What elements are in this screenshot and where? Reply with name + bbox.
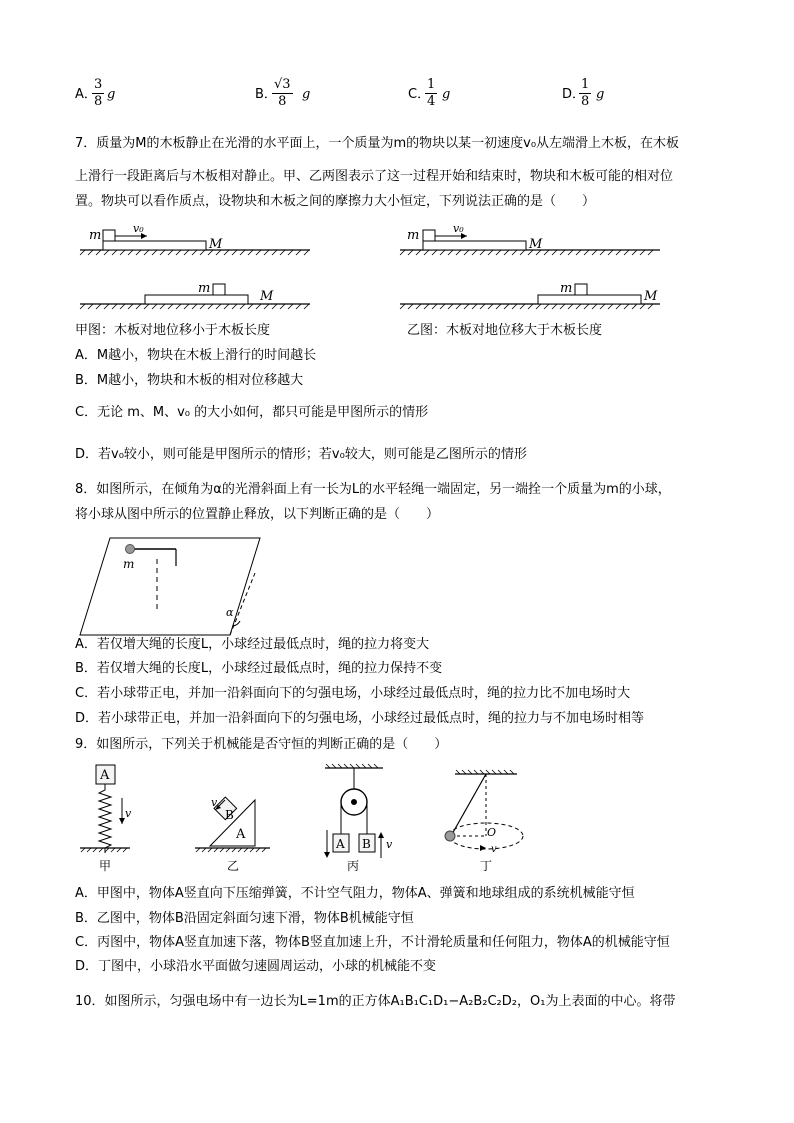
jia-M-end-label: M — [260, 289, 274, 304]
jia-board-end — [145, 295, 248, 304]
q8-stem-line2: 将小球从图中所示的位置静止释放，以下判断正确的是（ ） — [75, 507, 440, 522]
q8-m-label: m — [123, 557, 135, 571]
q7-stem-line2: 上滑行一段距离后与木板相对静止。甲、乙两图表示了这一过程开始和结束时，物块和木板可能的相对位 — [75, 169, 674, 184]
q9-stem: 9．如图所示，下列关于机械能是否守恒的判断正确的是（ ） — [75, 737, 448, 752]
block-A-label: A — [100, 768, 110, 783]
q10-stem: 10．如图所示，匀强电场中有一边长为L=1m的正方体A₁B₁C₁D₁−A₂B₂C₂D₂，O₁为上表面的中心。将带 — [75, 994, 676, 1009]
jia-end-ground — [80, 304, 310, 309]
yi-M-label: M — [529, 237, 543, 252]
q9-option-d: D．丁图中，小球沿水平面做匀速圆周运动，小球的机械能不变 — [75, 959, 437, 974]
jia-M-label: M — [209, 237, 223, 252]
q7-option-b: B．M越小，物块和木板的相对位移越大 — [75, 373, 304, 388]
yi-board-start — [423, 241, 526, 250]
numerator: 3 — [94, 77, 103, 92]
block-A-bing-label: A — [336, 837, 345, 851]
block-B-label: B — [225, 808, 234, 822]
q8-alpha-label: α — [226, 606, 234, 619]
option-label: A． — [75, 87, 97, 102]
q7-figure-yi — [395, 222, 665, 312]
jia-start-ground — [80, 250, 310, 255]
fraction — [425, 77, 437, 110]
yi-M-end-label: M — [644, 289, 658, 304]
q7-stem-line3: 置。物块可以看作质点，设物块和木板之间的摩擦力大小恒定，下列说法正确的是（ ） — [75, 194, 596, 209]
fig-yi-incline — [195, 796, 270, 873]
spring — [99, 784, 111, 853]
option-label: C． — [408, 87, 431, 102]
fraction — [272, 77, 293, 110]
variable-g: g — [302, 87, 311, 102]
caption-bing: 丙 — [347, 859, 360, 873]
q8-option-a: A．若仅增大绳的长度L，小球经过最低点时，绳的拉力将变大 — [75, 637, 430, 652]
numerator: 1 — [427, 77, 436, 92]
fig-jia-spring — [80, 765, 132, 873]
jia-m-end-label: m — [198, 281, 211, 296]
q8-option-b: B．若仅增大绳的长度L，小球经过最低点时，绳的拉力保持不变 — [75, 661, 443, 676]
jia-m-label: m — [89, 228, 102, 243]
q7-caption-yi: 乙图：木板对地位移大于木板长度 — [407, 323, 603, 338]
jia-block-start — [103, 230, 115, 241]
incline-plane — [80, 538, 260, 635]
v-label-ding: v — [491, 844, 497, 855]
pendulum-string — [451, 774, 486, 836]
ball — [126, 545, 135, 554]
caption-ding: 丁 — [480, 859, 493, 873]
jia-block-end — [213, 284, 225, 295]
option-label: D． — [562, 87, 586, 102]
yi-block-start — [423, 230, 435, 241]
q7-figure-jia — [75, 222, 315, 312]
q9-option-a: A．甲图中，物体A竖直向下压缩弹簧，不计空气阻力，物体A、弹簧和地球组成的系统机械能守恒 — [75, 886, 635, 901]
q9-figures — [75, 762, 535, 880]
q8-option-c: C．若小球带正电，并加一沿斜面向下的匀强电场，小球经过最低点时，绳的拉力比不加电场时大 — [75, 686, 631, 701]
q8-stem-line1: 8．如图所示，在倾角为α的光滑斜面上有一长为L的水平轻绳一端固定，另一端拴一个质量为m的小球， — [75, 482, 671, 497]
pendulum-ball — [445, 831, 455, 841]
fraction — [579, 77, 591, 110]
q9-option-b: B．乙图中，物体B沿固定斜面匀速下滑，物体B机械能守恒 — [75, 911, 414, 926]
q7-option-a: A．M越小，物块在木板上滑行的时间越长 — [75, 348, 317, 363]
fig-ding-pendulum — [445, 770, 523, 873]
yi-m-end-label: m — [560, 281, 573, 296]
q7-option-d: D．若v₀较小，则可能是甲图所示的情形；若v₀较大，则可能是乙图所示的情形 — [75, 447, 527, 462]
numerator: √3 — [274, 77, 291, 92]
q7-option-c: C．无论 m、M、v₀ 的大小如何，都只可能是甲图所示的情形 — [75, 405, 429, 420]
v-label-bing: v — [386, 838, 393, 851]
yi-v0-label: v₀ — [453, 222, 464, 235]
yi-block-end — [575, 284, 587, 295]
variable-g: g — [107, 87, 116, 102]
denominator: 8 — [581, 94, 590, 109]
q8-option-d: D．若小球带正电，并加一沿斜面向下的匀强电场，小球经过最低点时，绳的拉力与不加电场时相等 — [75, 711, 645, 726]
q8-incline-figure — [80, 533, 270, 643]
yi-board-end — [538, 295, 641, 304]
denominator: 4 — [427, 94, 436, 109]
denominator: 8 — [94, 94, 103, 109]
jia-v0-label: v₀ — [133, 222, 144, 235]
jia-board-start — [103, 241, 206, 250]
numerator: 1 — [581, 77, 590, 92]
yi-m-label: m — [407, 228, 420, 243]
yi-end-ground — [400, 304, 660, 309]
q7-stem-line1: 7．质量为M的木板静止在光滑的水平面上，一个质量为m的物块以某一初速度v₀从左端滑上木板，在木板 — [75, 136, 680, 151]
O-label: O — [487, 826, 497, 839]
v-label-yi: v — [211, 796, 218, 809]
caption-jia: 甲 — [99, 859, 112, 873]
q9-option-c: C．丙图中，物体A竖直加速下落，物体B竖直加速上升，不计滑轮质量和任何阻力，物体A的机械能守恒 — [75, 935, 670, 950]
incline-A-label: A — [236, 827, 246, 842]
option-label: B． — [255, 87, 277, 102]
fraction — [92, 77, 104, 110]
v-label-jia: v — [125, 807, 132, 820]
variable-g: g — [442, 87, 451, 102]
denominator: 8 — [278, 94, 287, 109]
caption-yi: 乙 — [227, 859, 240, 873]
block-B-bing-label: B — [362, 837, 371, 851]
variable-g: g — [596, 87, 605, 102]
q7-caption-jia: 甲图：木板对地位移小于木板长度 — [75, 323, 271, 338]
fig-bing-pulley — [324, 764, 393, 873]
